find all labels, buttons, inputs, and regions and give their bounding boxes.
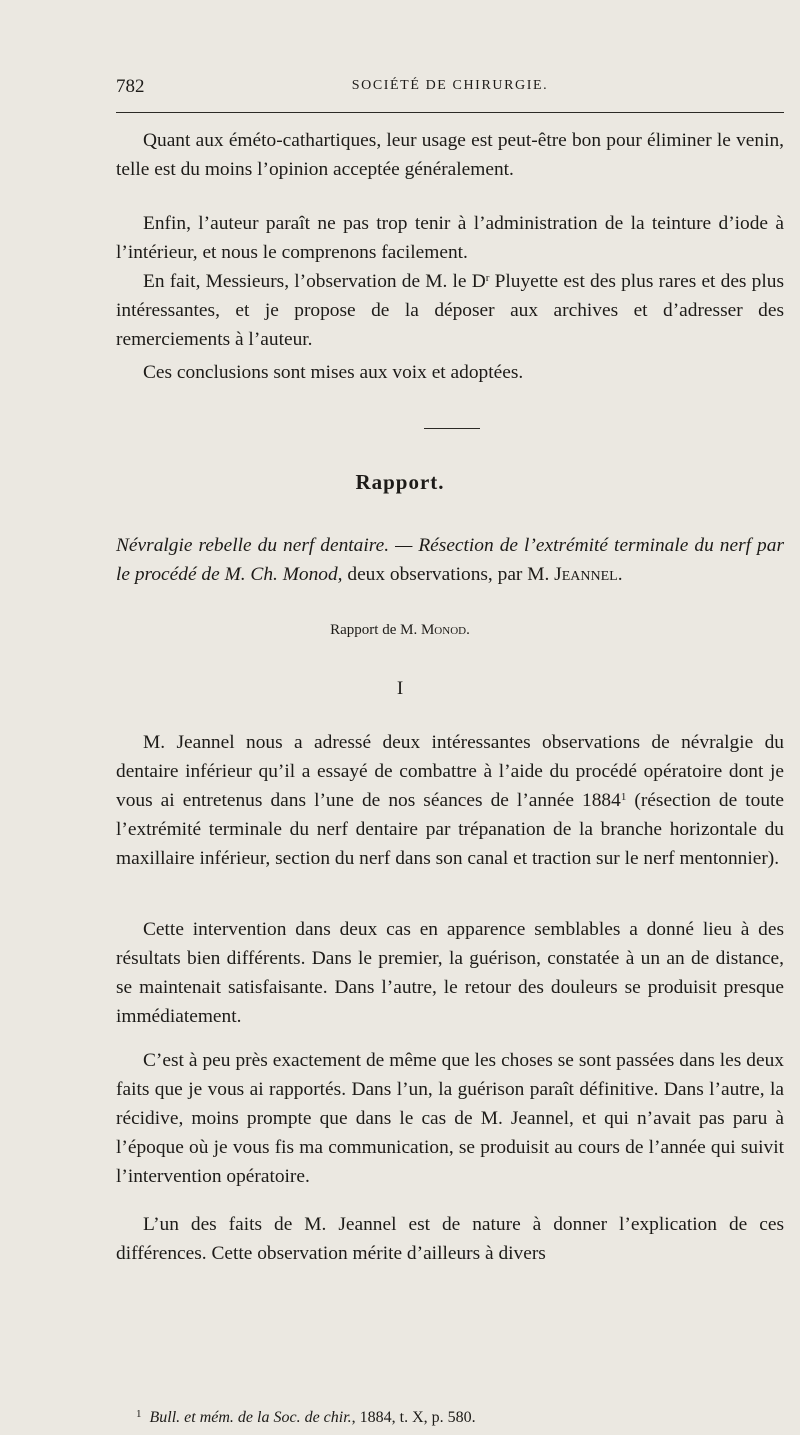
paragraph-emeto-cathartiques: Quant aux éméto-cathartiques, leur usage est peut-être bon pour éliminer le venin, telle est du moins l’opinion acceptée généralement. [116,130,784,181]
rapport-byline [0,622,800,639]
part-number: I [396,678,404,699]
paragraph-jeannel-observations [116,728,784,873]
paragraph-text: M. Jeannel nous a adressé deux intéressantes observations de névralgie du dentaire inférieur qu’il a essayé de combattre à l’aide du procédé opératoire dont je vous ai entretenus dans l’une de nos séances de l’année 1884 [116,732,784,812]
footnote-details: , 1884, t. X, p. 580. [351,1409,476,1426]
article-title [116,531,784,589]
rapport-prefix: Rapport de M. [330,622,421,638]
rapport-name: Monod. [420,622,470,638]
paragraph-text: En fait, Messieurs, l’observation de M. le D [143,271,486,292]
paragraph-explanation: L’un des faits de M. Jeannel est de nature à donner l’explication de ces différences. Cette observation mérite d’ailleurs à divers [116,1214,784,1265]
running-head: SOCIÉTÉ DE CHIRURGIE. [351,78,549,93]
section-title: Rapport. [355,470,445,494]
superscript: r [485,272,490,284]
footnote [136,1408,476,1427]
paragraph-text: Pluyette est des plus rares et des plus intéressantes, et je propose de la déposer aux archives et d’adresser des remerciements à l’auteur. [116,271,784,351]
page-header [116,76,784,102]
page-number: 782 [116,76,145,97]
section-separator [424,428,480,429]
footnote-mark: 1 [136,1408,142,1420]
paragraph-adoption: Ces conclusions sont mises aux voix et adoptées. [143,362,524,383]
paragraph-conclusion-rapport [116,267,784,354]
article-author: Jeannel. [554,564,623,586]
paragraph-teinture-iode: Enfin, l’auteur paraît ne pas trop tenir à l’administration de la teinture d’iode à l’intérieur, et nous le comprenons facilement. [116,213,784,264]
header-rule [116,112,784,113]
article-title-rest: deux observations, par M. [342,564,555,586]
article-title-italic: Névralgie rebelle du nerf dentaire. — Résection de l’extrémité terminale du nerf par le procédé de M. Ch. Monod, [116,535,784,586]
footnote-source: Bull. et mém. de la Soc. de chir. [149,1409,352,1426]
footnote-reference: 1 [620,791,627,804]
paragraph-comparison: C’est à peu près exactement de même que les choses se sont passées dans les deux faits que je vous ai rapportés. Dans l’un, la guérison paraît définitive. Dans l’autre, la récidive, moins prompte que dans le cas de M. Jeannel, et qui n’avait pas paru à l’époque où je vous fis ma communication, se produisit au cours de l’année qui suivit l’intervention opératoire. [116,1050,784,1188]
paragraph-text: (résection de toute l’extrémité terminale du nerf dentaire par trépanation de la branche horizontale du maxillaire inférieur, section du nerf dans son canal et traction sur le nerf mentonnier). [116,790,785,870]
paragraph-intervention-results: Cette intervention dans deux cas en apparence semblables a donné lieu à des résultats bien différents. Dans le premier, la guérison, constatée à un an de distance, se maintenait satisfaisante. Dans l’autre, le retour des douleurs se produisit presque immédiatement. [116,919,784,1028]
